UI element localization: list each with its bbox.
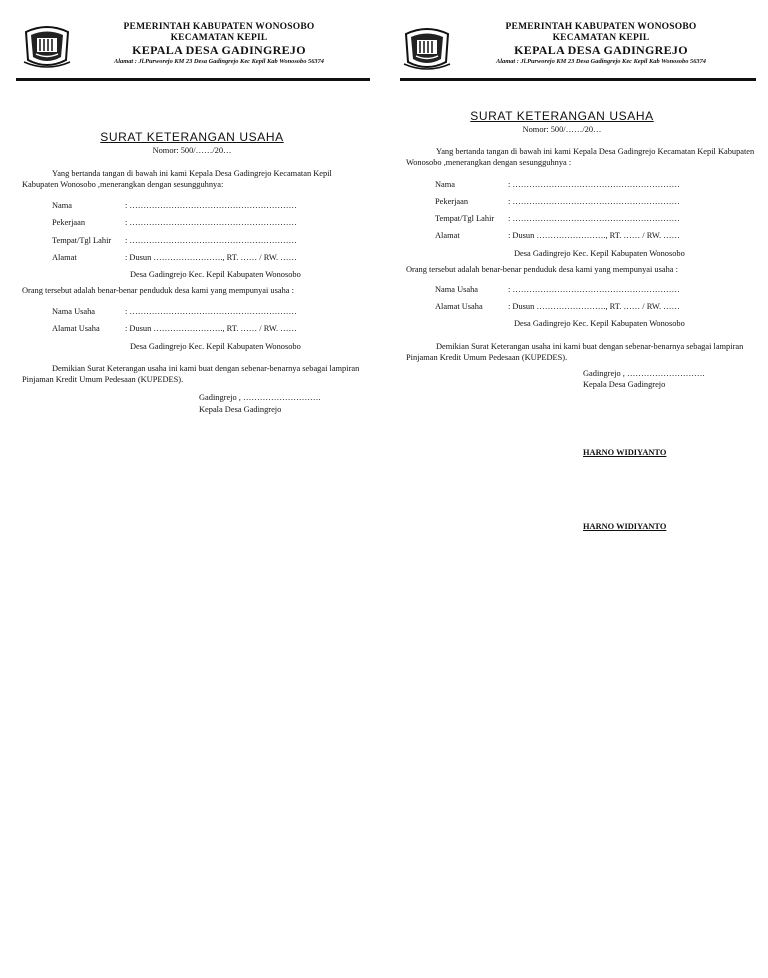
right-letter <box>384 0 768 978</box>
field-value: : Dusun ……………………., RT. …… / RW. …… <box>125 253 297 262</box>
business-field-label: Nama Usaha <box>52 307 96 316</box>
letter-title: SURAT KETERANGAN USAHA <box>470 109 654 123</box>
field-value: : Dusun ……………………., RT. …… / RW. …… <box>508 231 680 240</box>
district-name: KECAMATAN KEPIL <box>552 33 650 43</box>
business-field-label: Nama Usaha <box>435 285 479 294</box>
field-value: : …………………………………………………… <box>125 218 297 227</box>
signer-name: HARNO WIDIYANTO <box>583 448 667 457</box>
field-label: Pekerjaan <box>52 218 86 227</box>
field-value: : …………………………………………………… <box>125 201 297 210</box>
field-value: : …………………………………………………… <box>508 180 680 189</box>
business-address-line: Desa Gadingrejo Kec. Kepil Kabupaten Wonosobo <box>514 319 685 328</box>
village-head-name: KEPALA DESA GADINGREJO <box>132 43 306 57</box>
signer-title: Kepala Desa Gadingrejo <box>199 405 282 414</box>
letterhead <box>60 22 378 67</box>
field-value: : …………………………………………………… <box>125 236 297 245</box>
government-name: PEMERINTAH KABUPATEN WONOSOBO <box>505 22 697 32</box>
address-line: Desa Gadingrejo Kec. Kepil Kabupaten Wonosobo <box>130 270 301 279</box>
field-label: Pekerjaan <box>435 197 469 206</box>
resident-statement: Orang tersebut adalah benar-benar penduduk desa kami yang mempunyai usaha : <box>22 286 294 295</box>
field-label: Tempat/Tgl Lahir <box>52 236 112 245</box>
field-label: Tempat/Tgl Lahir <box>435 214 495 223</box>
signer-name: HARNO WIDIYANTO <box>583 522 667 531</box>
intro-paragraph: Yang bertanda tangan di bawah ini kami Kepala Desa Gadingrejo Kecamatan Kepil Kabupaten Wonosobo ,menerangkan dengan sesungguhnya : <box>406 147 755 167</box>
letter-title: SURAT KETERANGAN USAHA <box>100 130 284 144</box>
letter-number: Nomor: 500/……/20… <box>522 125 602 134</box>
field-label: Nama <box>435 180 455 189</box>
village-head-name: KEPALA DESA GADINGREJO <box>514 43 688 57</box>
closing-paragraph: Demikian Surat Keterangan usaha ini kami buat dengan sebenar-benarnya sebagai lampiran Pinjaman Kredit Umum Pedesaan (KUPEDES). <box>406 342 744 362</box>
letterhead <box>440 22 762 67</box>
field-value: : …………………………………………………… <box>508 197 680 206</box>
letterhead-address: Alamat : Jl.Purworejo KM 23 Desa Gadingrejo Kec Kepil Kab Wonosobo 56374 <box>114 58 324 65</box>
place-date: Gadingrejo , ………………………. <box>199 393 321 402</box>
business-field-value: : …………………………………………………… <box>125 307 297 316</box>
government-name: PEMERINTAH KABUPATEN WONOSOBO <box>123 22 315 32</box>
letter-number: Nomor: 500/……/20… <box>152 146 232 155</box>
field-value: : …………………………………………………… <box>508 214 680 223</box>
signer-title: Kepala Desa Gadingrejo <box>583 380 666 389</box>
letterhead-address: Alamat : Jl.Purworejo KM 23 Desa Gadingrejo Kec Kepil Kab Wonosobo 56374 <box>496 58 706 65</box>
field-label: Alamat <box>52 253 77 262</box>
resident-statement: Orang tersebut adalah benar-benar penduduk desa kami yang mempunyai usaha : <box>406 265 678 274</box>
field-label: Nama <box>52 201 72 210</box>
business-field-value: : Dusun ……………………., RT. …… / RW. …… <box>508 302 680 311</box>
business-field-label: Alamat Usaha <box>435 302 483 311</box>
business-field-label: Alamat Usaha <box>52 324 100 333</box>
address-line: Desa Gadingrejo Kec. Kepil Kabupaten Wonosobo <box>514 249 685 258</box>
business-address-line: Desa Gadingrejo Kec. Kepil Kabupaten Wonosobo <box>130 342 301 351</box>
business-field-value: : Dusun ……………………., RT. …… / RW. …… <box>125 324 297 333</box>
intro-paragraph: Yang bertanda tangan di bawah ini kami Kepala Desa Gadingrejo Kecamatan Kepil Kabupaten Wonosobo ,menerangkan dengan sesungguhnya: <box>22 169 332 189</box>
business-field-value: : …………………………………………………… <box>508 285 680 294</box>
field-label: Alamat <box>435 231 460 240</box>
letterhead-rule <box>16 78 370 81</box>
district-name: KECAMATAN KEPIL <box>170 33 268 43</box>
closing-paragraph: Demikian Surat Keterangan usaha ini kami buat dengan sebenar-benarnya sebagai lampiran Pinjaman Kredit Umum Pedesaan (KUPEDES). <box>22 364 360 384</box>
letterhead-rule <box>400 78 756 81</box>
place-date: Gadingrejo , ………………………. <box>583 369 705 378</box>
